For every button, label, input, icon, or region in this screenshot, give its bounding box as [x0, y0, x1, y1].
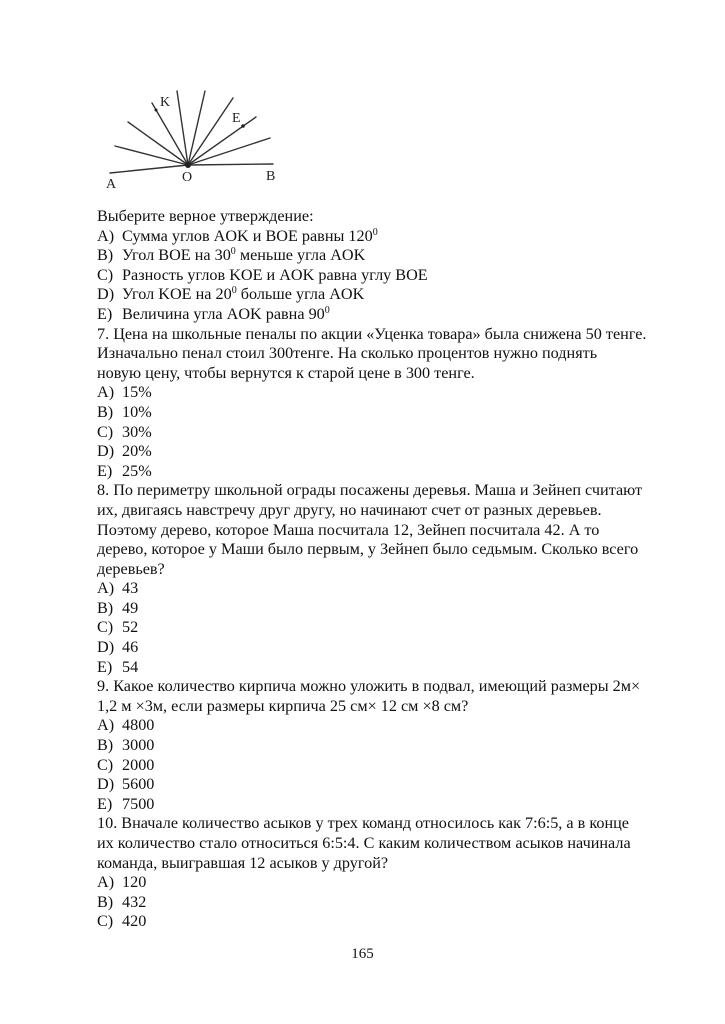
answer-option — [97, 246, 697, 266]
option-letter: A) — [97, 716, 115, 735]
answer-option — [97, 579, 697, 599]
option-letter: D) — [97, 775, 115, 794]
angle-figure — [95, 82, 295, 192]
answer-option — [97, 462, 697, 482]
option-text: 4800 — [122, 716, 155, 735]
answer-option — [97, 893, 697, 913]
ray-6 — [188, 138, 270, 165]
answer-option — [97, 285, 697, 305]
option-letter: A) — [97, 383, 115, 402]
option-text: 20% — [122, 442, 152, 461]
ray-OB — [188, 164, 273, 165]
option-text: 432 — [122, 892, 147, 911]
option-text: 30% — [122, 422, 152, 441]
ray-4 — [188, 91, 205, 165]
question-7 — [97, 325, 697, 482]
answer-option — [97, 227, 697, 247]
question-text-line: 7. Цена на школьные пеналы по акции «Уценка товара» была снижена 50 тенге. — [97, 324, 647, 343]
ray-OE — [188, 117, 256, 165]
option-letter: B) — [97, 402, 114, 421]
option-text: Угол BOE на 30 — [122, 246, 231, 265]
question-6 — [97, 207, 697, 325]
question-text-line: 1,2 м ×3м, если размеры кирпича 25 см× 12 см ×8 см? — [97, 696, 469, 715]
option-text: 46 — [122, 638, 139, 657]
degree-superscript: 0 — [324, 304, 330, 316]
question-8 — [97, 481, 697, 677]
option-letter: C) — [97, 265, 114, 284]
ray-3 — [177, 91, 188, 165]
label-E: E — [232, 111, 241, 126]
question-text-line: Изначально пенал стоил 300тенге. На сколько процентов нужно поднять — [97, 344, 598, 363]
angle-rays-diagram — [95, 82, 295, 192]
answer-option — [97, 266, 697, 286]
option-text: 49 — [122, 598, 139, 617]
option-text: 3000 — [122, 736, 155, 755]
option-letter: E) — [97, 794, 113, 813]
option-text: 43 — [122, 579, 139, 598]
degree-superscript: 0 — [231, 285, 237, 297]
option-text-tail: больше угла AOK — [236, 285, 365, 304]
answer-option — [97, 658, 697, 678]
option-text: 25% — [122, 461, 152, 480]
option-text-tail: меньше угла AOK — [235, 246, 366, 265]
option-text: Разность углов KOE и AOK равна углу BOE — [122, 265, 428, 284]
option-text: 54 — [122, 657, 139, 676]
answer-option — [97, 442, 697, 462]
degree-superscript: 0 — [372, 226, 378, 238]
option-text: 420 — [122, 912, 147, 931]
option-letter: B) — [97, 246, 114, 265]
label-B: B — [266, 169, 276, 184]
ray-1 — [115, 146, 188, 165]
option-text: 120 — [122, 873, 147, 892]
option-letter: E) — [97, 304, 113, 323]
question-text-line: новую цену, чтобы вернутся к старой цене в 300 тенге. — [97, 363, 475, 382]
ray-OK — [152, 103, 188, 165]
option-text: 5600 — [122, 775, 155, 794]
degree-superscript: 0 — [230, 246, 236, 258]
ray-OA — [110, 165, 188, 173]
option-letter: A) — [97, 873, 115, 892]
question-text-line: Поэтому дерево, которое Маша посчитала 12, Зейнеп посчитала 42. А то — [97, 520, 600, 539]
page-content — [97, 207, 697, 932]
answer-option — [97, 716, 697, 736]
label-K: K — [160, 95, 171, 110]
option-letter: A) — [97, 579, 115, 598]
option-letter: D) — [97, 442, 115, 461]
option-letter: E) — [97, 461, 113, 480]
question-text-line: 8. По периметру школьной ограды посажены деревья. Маша и Зейнеп считают — [97, 481, 643, 500]
answer-option — [97, 618, 697, 638]
question-10 — [97, 814, 697, 932]
answer-option — [97, 638, 697, 658]
question-text-line: 10. Вначале количество асыков у трех команд относилось как 7:6:5, а в конце — [97, 814, 629, 833]
answer-option — [97, 305, 697, 325]
option-letter: D) — [97, 638, 115, 657]
label-O: O — [182, 170, 193, 185]
question-text-line: деревьев? — [97, 559, 165, 578]
point-O — [185, 162, 191, 168]
question-text-line: 9. Какое количество кирпича можно уложить в подвал, имеющий размеры 2м× — [97, 677, 641, 696]
answer-option — [97, 873, 697, 893]
answer-option — [97, 403, 697, 423]
option-letter: B) — [97, 736, 114, 755]
label-A: A — [106, 177, 117, 192]
page-number: 165 — [351, 946, 374, 962]
question-prompt: Выберите верное утверждение: — [97, 207, 314, 225]
answer-option — [97, 775, 697, 795]
answer-option — [97, 756, 697, 776]
ray-5 — [188, 98, 233, 165]
option-text: 7500 — [122, 794, 155, 813]
question-text-line: их количество стало относиться 6:5:4. С каким количеством асыков начинала — [97, 834, 631, 852]
point-E — [241, 124, 245, 128]
option-text: 10% — [122, 402, 152, 421]
option-letter: A) — [97, 226, 115, 245]
option-letter: C) — [97, 618, 114, 637]
option-text: Сумма углов AOK и BOE равны 120 — [122, 226, 373, 245]
option-text: 52 — [122, 618, 139, 637]
ray-2 — [128, 122, 188, 165]
option-letter: C) — [97, 422, 114, 441]
option-text: 2000 — [122, 755, 155, 774]
question-text-line: их, двигаясь навстречу друг другу, но начинают счет от разных деревьев. — [97, 500, 602, 519]
option-text: Угол KOE на 20 — [122, 285, 232, 304]
question-9 — [97, 677, 697, 814]
answer-option — [97, 736, 697, 756]
option-letter: C) — [97, 912, 114, 931]
answer-option — [97, 423, 697, 443]
option-letter: B) — [97, 598, 114, 617]
option-letter: D) — [97, 285, 115, 304]
option-letter: E) — [97, 657, 113, 676]
point-K — [155, 109, 158, 112]
option-text: 15% — [122, 383, 152, 402]
question-text-line: команда, выигравшая 12 асыков у другой? — [97, 853, 389, 872]
option-text: Величина угла AOK равна 90 — [122, 304, 325, 323]
question-text-line: дерево, которое у Маши было первым, у Зейнеп было седьмым. Сколько всего — [97, 540, 639, 559]
answer-option — [97, 912, 697, 932]
option-letter: C) — [97, 755, 114, 774]
answer-option — [97, 383, 697, 403]
option-letter: B) — [97, 892, 114, 911]
answer-option — [97, 795, 697, 815]
answer-option — [97, 599, 697, 619]
